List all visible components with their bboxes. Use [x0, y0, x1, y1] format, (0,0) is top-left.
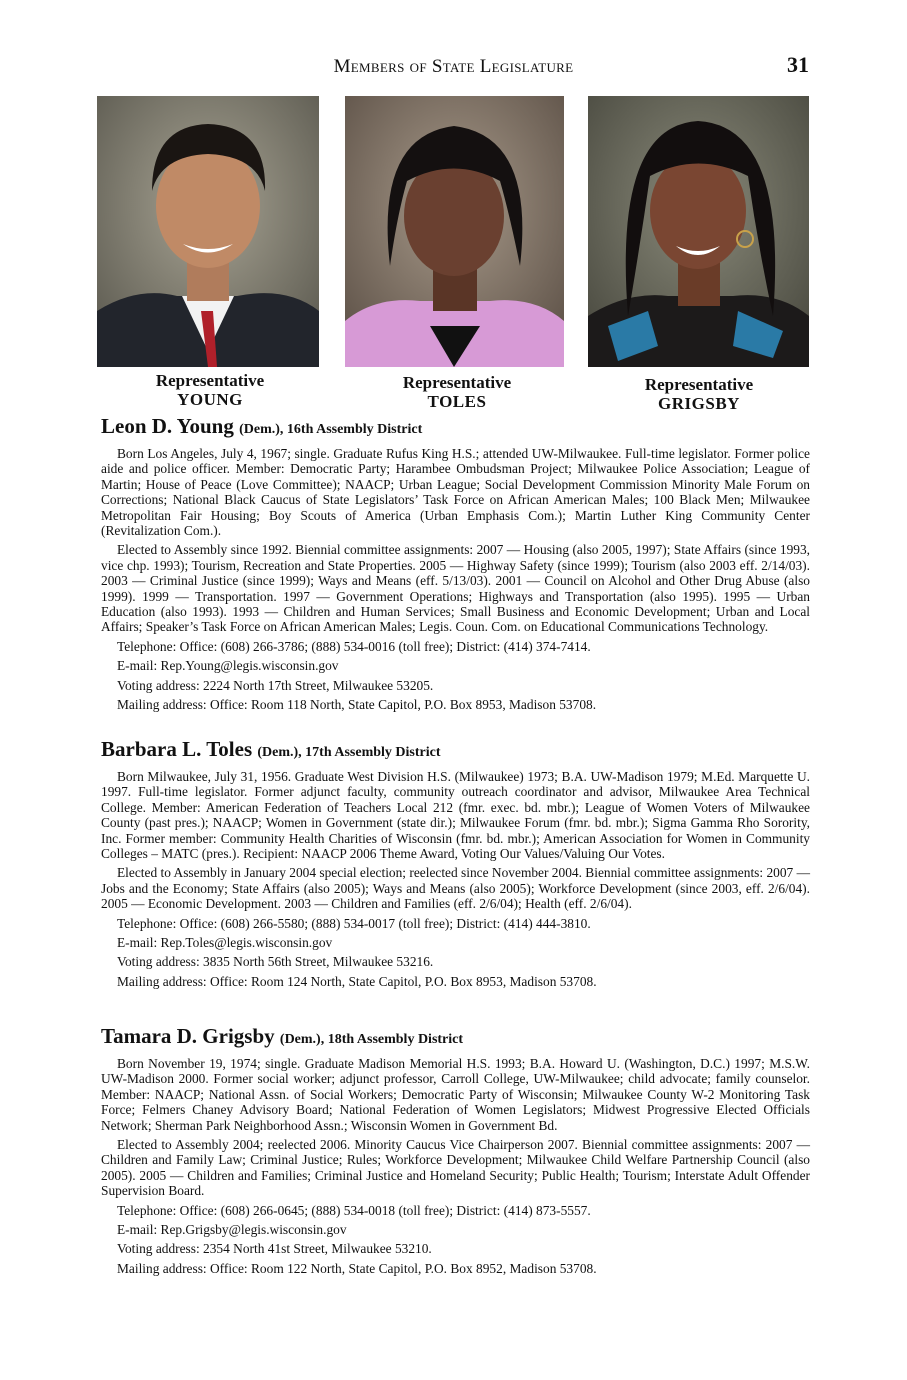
member-district: (Dem.), 17th Assembly District	[257, 745, 441, 760]
bio-paragraph: Born Los Angeles, July 4, 1967; single. Graduate Rufus King H.S.; attended UW-Milwaukee. Full-time legislator. Former police aide and police officer. Member: Democratic Party; Harambee Ombudsman Project; Milwaukee Police Association; League of Martin; House of Peace (Love Committee); NAACP; Urban League; Social Development Commission Minority Male Forum on Corrections; National Black Caucus of State Legislators’ Task Force on African American Males; 100 Black Men; Milwaukee Metropolitan Fair Housing; Boy Scouts of America (Urban Emphasis Com.); Martin Luther King Community Center (Revitalization Com.).	[101, 446, 810, 539]
caption-role: Representative	[402, 373, 512, 392]
running-title: Members of State Legislature	[333, 56, 574, 77]
portrait-grigsby	[588, 96, 809, 367]
portrait-toles	[345, 96, 564, 367]
telephone: Telephone: Office: (608) 266-0645; (888) 534-0018 (toll free); District: (414) 873-5557.	[117, 1202, 591, 1218]
portrait-young	[97, 96, 319, 367]
member-bio-young	[101, 414, 810, 717]
member-name: Tamara D. Grigsby	[101, 1024, 275, 1048]
member-heading	[101, 414, 810, 442]
caption-name: GRIGSBY	[658, 394, 740, 413]
committees-paragraph: Elected to Assembly since 1992. Biennial committee assignments: 2007 — Housing (also 2005, 1997); State Affairs (since 1993, vice chp. 1993); Tourism, Recreation and State Properties. 2005 — Highway Safety (since 1999); Tourism (also 2003 eff. 2/14/03). 2003 — Criminal Justice (since 1999); Ways and Means (eff. 5/13/03). 2001 — Council on Alcohol and Other Drug Abuse (also 1999). 1999 — Transportation. 1997 — Government Operations; Highways and Transportation (also 1995). 1995 — Urban Education (also 1993). 1993 — Children and Human Services; Small Business and Economic Development; Urban and Local Affairs; Speaker’s Task Force on African American Males; Legis. Coun. Com. on Educational Communications Technology.	[101, 542, 810, 635]
email-link[interactable]: E-mail: Rep.Grigsby@legis.wisconsin.gov	[117, 1222, 347, 1238]
caption-name: YOUNG	[177, 390, 243, 409]
member-district: (Dem.), 16th Assembly District	[239, 422, 423, 437]
page-number: 31	[787, 52, 809, 77]
caption-role: Representative	[644, 375, 754, 394]
member-heading	[101, 737, 810, 765]
mailing-address: Mailing address: Office: Room 124 North, State Capitol, P.O. Box 8953, Madison 53708.	[117, 973, 597, 989]
member-name: Leon D. Young	[101, 414, 234, 438]
bio-paragraph: Born November 19, 1974; single. Graduate Madison Memorial H.S. 1993; B.A. Howard U. (Washington, D.C.) 1997; M.S.W. UW-Madison 2000. Former social worker; adjunct professor, Carroll College, UW-Milwaukee; child advocate; family counselor. Member: NAACP; National Assn. of Social Workers; Democratic Party of Wisconsin; Milwaukee County W-2 Monitoring Task Force; Felmers Chaney Advisory Board; National Federation of Women Legislators; Midwest Progressive Elected Officials Network; Sherman Park Neighborhood Assn.; Wisconsin Women in Government Bd.	[101, 1056, 810, 1133]
caption-role: Representative	[155, 371, 265, 390]
member-bio-grigsby	[101, 1024, 810, 1280]
caption-name: TOLES	[427, 392, 487, 411]
voting-address: Voting address: 2224 North 17th Street, Milwaukee 53205.	[117, 677, 434, 693]
caption-toles	[387, 373, 527, 411]
email-link[interactable]: E-mail: Rep.Young@legis.wisconsin.gov	[117, 658, 339, 674]
caption-young	[140, 371, 280, 409]
telephone: Telephone: Office: (608) 266-3786; (888) 534-0016 (toll free); District: (414) 374-7414.	[117, 638, 591, 654]
bio-paragraph: Born Milwaukee, July 31, 1956. Graduate West Division H.S. (Milwaukee) 1973; B.A. UW-Madison 1979; M.Ed. Marquette U. 1997. Full-time legislator. Former adjunct faculty, community outreach coordinator and advisor, Milwaukee Area Technical College. Member: American Federation of Teachers Local 212 (fmr. exec. bd. mbr.); League of Women Voters of Milwaukee County (past pres.); NAACP; Women in Government (state dir.); Milwaukee Forum (fmr. bd. mbr.); Sigma Gamma Rho Sorority, Inc. Former member: Community Health Charities of Wisconsin (fmr. bd. mbr.); American Association for Women in Community Colleges – MATC (pres.). Recipient: NAACP 2006 Theme Award, Voting Our Values/Valuing Our Votes.	[101, 769, 810, 862]
caption-grigsby	[628, 375, 770, 413]
voting-address: Voting address: 2354 North 41st Street, Milwaukee 53210.	[117, 1241, 432, 1257]
committees-paragraph: Elected to Assembly in January 2004 special election; reelected since November 2004. Biennial committee assignments: 2007 — Jobs and the Economy; State Affairs (also 2005); Ways and Means (also 2005); Workforce Development (since 2003, eff. 2/6/04). 2005 — Economic Development. 2003 — Children and Families (eff. 2/6/04); Health (eff. 2/6/04).	[101, 865, 810, 912]
member-heading	[101, 1024, 810, 1052]
telephone: Telephone: Office: (608) 266-5580; (888) 534-0017 (toll free); District: (414) 444-3810.	[117, 915, 591, 931]
email-link[interactable]: E-mail: Rep.Toles@legis.wisconsin.gov	[117, 935, 333, 951]
voting-address: Voting address: 3835 North 56th Street, Milwaukee 53216.	[117, 954, 434, 970]
mailing-address: Mailing address: Office: Room 118 North, State Capitol, P.O. Box 8953, Madison 53708.	[117, 697, 597, 713]
member-district: (Dem.), 18th Assembly District	[279, 1032, 464, 1047]
page-header	[0, 52, 907, 84]
member-name: Barbara L. Toles	[101, 737, 253, 761]
committees-paragraph: Elected to Assembly 2004; reelected 2006. Minority Caucus Vice Chairperson 2007. Biennial committee assignments: 2007 — Children and Family Law; Criminal Justice; Rules; Workforce Development; Milwaukee Child Welfare Partnership Council (also 2005). 2005 — Children and Families; Criminal Justice and Homeland Security; Public Health; Tourism; Interstate Adult Offender Supervision Board.	[101, 1137, 810, 1199]
mailing-address: Mailing address: Office: Room 122 North, State Capitol, P.O. Box 8952, Madison 53708.	[117, 1260, 597, 1276]
member-bio-toles	[101, 737, 810, 993]
